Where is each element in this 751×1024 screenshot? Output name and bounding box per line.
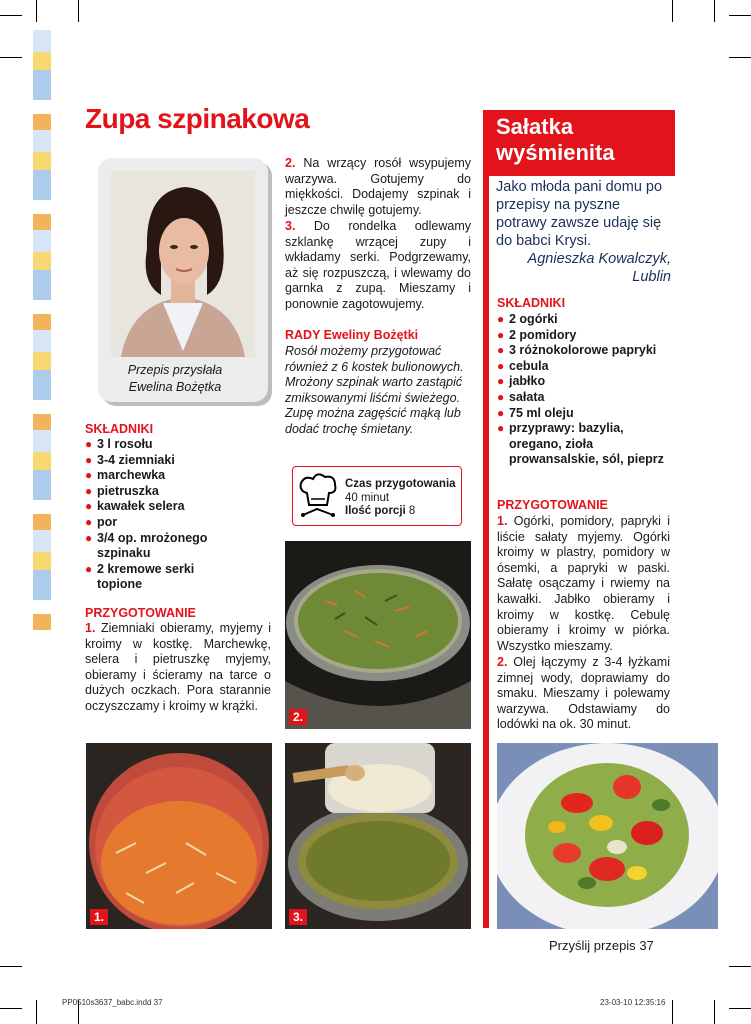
crop-mark xyxy=(78,0,79,22)
step-number: 1. xyxy=(85,621,96,635)
sidebar-intro xyxy=(496,178,671,286)
intro-author: Agnieszka Kowalczyk, xyxy=(527,251,671,267)
tips-heading: RADY Eweliny Bożętki xyxy=(285,328,419,342)
list-item: ● jabłko xyxy=(497,374,669,390)
step-3-photo xyxy=(285,743,471,929)
step-1 xyxy=(497,514,670,654)
crop-mark xyxy=(0,15,22,16)
crop-mark xyxy=(0,57,22,58)
crop-mark xyxy=(36,0,37,22)
crop-mark xyxy=(729,1008,751,1009)
step-2-photo xyxy=(285,541,471,729)
ingredients-list xyxy=(85,437,265,593)
step-text: Ziemniaki obieramy, myjemy i kroimy w kostkę. Marchewkę, selera i pietruszkę myjemy, obieramy i ścieramy na tarce o dużych oczkach. Pora starannie oczyszczamy i kroimy w krążki. xyxy=(85,621,271,713)
slug-file: PP0510s3637_babc.indd 37 xyxy=(62,998,163,1007)
list-item: ● por xyxy=(85,515,265,531)
list-item: ● 3-4 ziemniaki xyxy=(85,453,265,469)
step-1 xyxy=(85,621,271,715)
author-portrait xyxy=(111,171,255,357)
crop-mark xyxy=(714,1000,715,1024)
step-1-photo xyxy=(86,743,272,929)
ingredients-list xyxy=(497,312,669,468)
step-text: Na wrzący rosół wsypujemy warzywa. Gotujemy do miękkości. Dodajemy szpinak i jeszcze chwilę gotujemy. xyxy=(285,156,471,217)
step-photo-label: 3. xyxy=(289,909,307,925)
ingredients-heading: SKŁADNIKI xyxy=(497,296,566,310)
tips-text: Rosół możemy przygotować również z 6 kostek bulionowych. Mrożony szpinak warto zastąpić zmiksowanymi liśćmi świeżego. Zupę można zagęścić mąką lub dodać trochę śmietany. xyxy=(285,344,464,436)
prep-time-info xyxy=(345,478,456,519)
step-photo-label: 2. xyxy=(289,709,307,725)
prep-time-box xyxy=(292,466,462,526)
time-value: 40 minut xyxy=(345,491,390,504)
intro-author-city: Lublin xyxy=(632,269,671,285)
portions-value: 8 xyxy=(408,505,416,517)
ingredients-heading: SKŁADNIKI xyxy=(85,422,154,436)
sidebar-title xyxy=(496,114,671,166)
crop-mark xyxy=(0,966,22,967)
portions-label: Ilość porcji xyxy=(345,505,406,517)
list-item: ● 3 różnokolorowe papryki xyxy=(497,343,669,359)
intro-text: Jako młoda pani domu po przepisy na pyszne potrawy zawsze udaję się do babci Krysi. xyxy=(496,179,663,249)
step-number: 1. xyxy=(497,514,508,528)
chef-hat-icon xyxy=(297,471,339,521)
step-2 xyxy=(497,655,670,733)
crop-mark xyxy=(672,0,673,22)
list-item: ● przyprawy: bazylia, oregano, zioła prowansalskie, sól, pieprz xyxy=(497,421,669,468)
slug-date: 23-03-10 12:35:16 xyxy=(600,998,666,1007)
list-item: ● cebula xyxy=(497,359,669,375)
list-item: ● marchewka xyxy=(85,468,265,484)
decorative-fabric-strip xyxy=(33,30,51,630)
salad-photo xyxy=(497,743,718,929)
list-item: ● sałata xyxy=(497,390,669,406)
step-3 xyxy=(285,219,471,313)
list-item: ● 75 ml oleju xyxy=(497,406,669,422)
list-item: ● 3/4 op. mrożonego szpinaku xyxy=(85,531,237,562)
step-text: Do rondelka odlewamy szklankę wrzącej zupy i wkładamy serki. Podgrzewamy, aż się rozpuszczą, i wlewamy do garnka z zupą. Mieszamy i ponownie zagotowujemy. xyxy=(285,219,471,311)
preparation-heading: PRZYGOTOWANIE xyxy=(497,498,608,512)
caption-line: Przepis przysłała xyxy=(127,363,223,377)
title-line: wyśmienita xyxy=(496,140,615,165)
caption-line: Ewelina Bożętka xyxy=(128,380,222,394)
list-item: ● 2 kremowe serki topione xyxy=(85,562,207,593)
crop-mark xyxy=(672,1000,673,1024)
list-item: ● 2 ogórki xyxy=(497,312,669,328)
step-text: Olej łączymy z 3-4 łyżkami zimnej wody, doprawiamy do smaku. Mieszamy i polewamy warzywa. Odstawiamy do lodówki na ok. 30 minut. xyxy=(497,655,670,732)
step-number: 2. xyxy=(285,156,296,170)
step-text: Ogórki, pomidory, papryki i liście sałaty myjemy. Ogórki kroimy w plastry, pomidory w ósemki, a papryki w paski. Sałatę osączamy i rwiemy na kawałki. Jabłko obieramy i kroimy w kostkę. Cebulę obieramy i kroimy w piórka. Wszystko mieszamy. xyxy=(497,514,670,653)
step-photo-label: 1. xyxy=(90,909,108,925)
list-item: ● kawałek selera xyxy=(85,499,265,515)
preparation-heading: PRZYGOTOWANIE xyxy=(85,606,196,620)
photo-caption xyxy=(98,362,252,396)
footer-section: Przyślij przepis xyxy=(549,938,636,953)
step-2 xyxy=(285,156,471,218)
page-number: 37 xyxy=(639,938,654,953)
list-item: ● 3 l rosołu xyxy=(85,437,265,453)
list-item: ● pietruszka xyxy=(85,484,265,500)
crop-mark xyxy=(714,0,715,22)
recipe-title: Zupa szpinakowa xyxy=(85,103,310,134)
crop-mark xyxy=(729,57,751,58)
crop-mark xyxy=(36,1000,37,1024)
title-line: Sałatka xyxy=(496,114,574,139)
crop-mark xyxy=(729,15,751,16)
time-label: Czas przygotowania xyxy=(345,478,456,490)
list-item: ● 2 pomidory xyxy=(497,328,669,344)
sidebar-rule xyxy=(483,176,489,928)
step-number: 3. xyxy=(285,219,296,233)
crop-mark xyxy=(0,1008,22,1009)
page-footer xyxy=(549,938,654,953)
step-number: 2. xyxy=(497,655,508,669)
crop-mark xyxy=(729,966,751,967)
